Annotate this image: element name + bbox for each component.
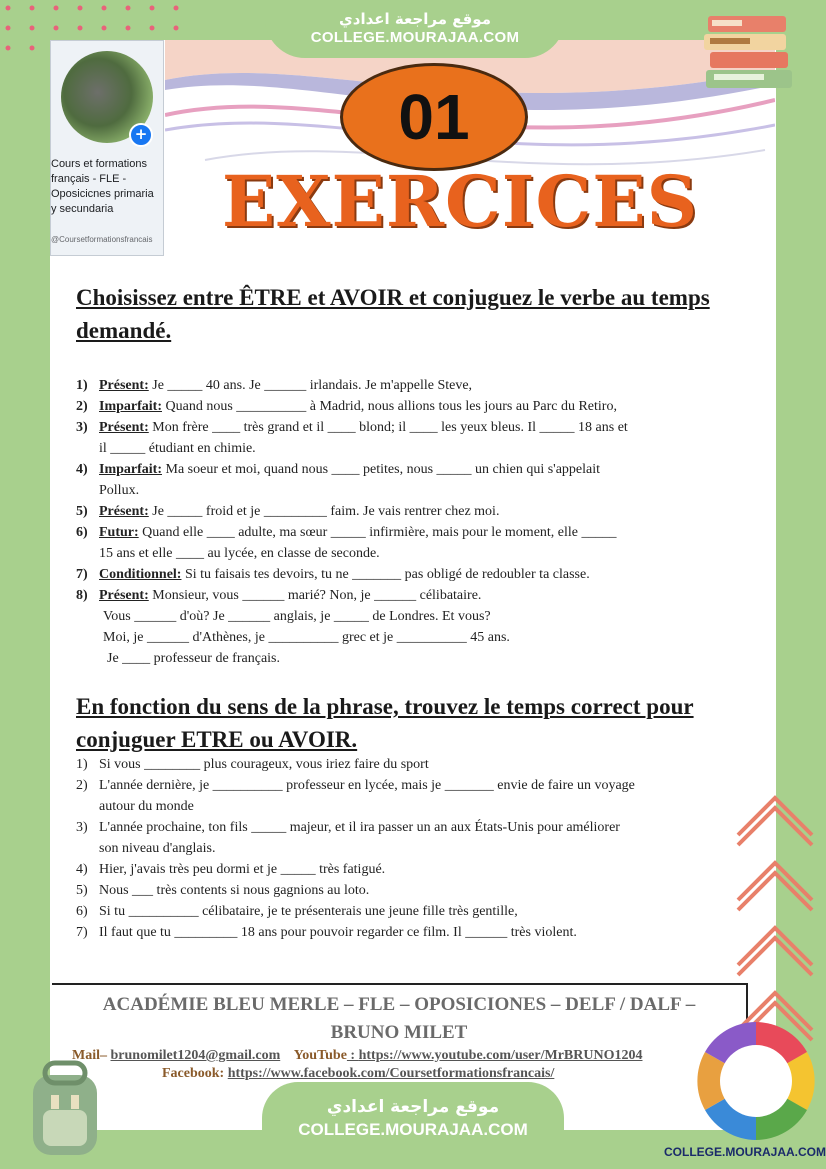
section1-list [76, 375, 728, 669]
banner-site-url[interactable]: COLLEGE.MOURAJAA.COM [298, 1120, 528, 1139]
footer-academy: ACADÉMIE BLEU MERLE – FLE – OPOSICIONES – DELF / DALF – [102, 994, 696, 1015]
chevron-up-icon [730, 790, 820, 1050]
list-item: 3) Présent: Mon frère ____ très grand et il ____ blond; il ____ les yeux bleus. Il _____ 18 ans et il _____ étudiant en chimie. [76, 420, 628, 456]
tense-label: Imparfait: [99, 399, 162, 414]
youtube-link[interactable]: https://www.youtube.com/user/MrBRUNO1204 [358, 1048, 643, 1063]
banner-site-url[interactable]: COLLEGE.MOURAJAA.COM [310, 29, 520, 46]
plus-icon[interactable]: + [129, 123, 153, 147]
bottom-site-banner[interactable] [262, 1082, 564, 1154]
banner-arabic-text: موقع مراجعة اعدادي [326, 1097, 500, 1117]
footer-author: BRUNO MILET [330, 1022, 468, 1043]
list-item: 3) L'année prochaine, ton fils _____ majeur, et il ira passer un an aux États-Unis pour améliorer son niveau d'anglais. [76, 820, 620, 856]
list-item: 6) Futur: Quand elle ____ adulte, ma sœur _____ infirmière, mais pour le moment, elle _____ 15 ans et elle ____ au lycée, en classe de seconde. [76, 525, 617, 561]
exercise-number-badge [340, 63, 528, 171]
exercise-number: 01 [398, 81, 470, 153]
list-item: 7) Conditionnel: Si tu faisais tes devoirs, tu ne _______ pas obligé de redoubler ta classe. [76, 567, 590, 582]
list-item: 8) Présent: Monsieur, vous ______ marié? Non, je ______ célibataire. Vous ______ d'où? Je ______ anglais, je _____ de Londres. Et vous? Moi, je ______ d'Athènes, je __________ grec et je __________ 45 ans. Je ____ professeur de français. [76, 588, 510, 666]
mail-link[interactable]: brunomilet1204@gmail.com [110, 1048, 281, 1063]
list-item: 5) Présent: Je _____ froid et je _________ faim. Je vais rentrer chez moi. [76, 504, 500, 519]
corner-site-label[interactable]: COLLEGE.MOURAJAA.COM [664, 1145, 826, 1159]
footer [52, 983, 748, 1089]
profile-card[interactable] [50, 40, 164, 256]
list-item: 1) Si vous ________ plus courageux, vous iriez faire du sport [76, 757, 429, 772]
list-item: 7) Il faut que tu _________ 18 ans pour pouvoir regarder ce film. Il ______ très violent. [76, 925, 577, 940]
profile-text: Cours et formations français - FLE - Oposicicnes primaria y secundaria [51, 158, 154, 215]
tense-label: Présent: [99, 504, 149, 519]
tense-label: Présent: [99, 588, 149, 603]
backpack-icon [15, 1055, 115, 1160]
section2-list [76, 754, 728, 943]
tense-label: Conditionnel: [99, 567, 182, 582]
tense-label: Présent: [99, 378, 149, 393]
list-item: 2) L'année dernière, je __________ professeur en lycée, mais je _______ envie de faire un voyage autour du monde [76, 778, 635, 814]
footer-facebook [162, 1065, 746, 1083]
list-item: 1) Présent: Je _____ 40 ans. Je ______ irlandais. Je m'appelle Steve, [76, 378, 473, 393]
books-icon [700, 12, 800, 97]
top-site-banner[interactable] [265, 0, 565, 58]
list-item: 4) Hier, j'avais très peu dormi et je _____ très fatigué. [76, 862, 386, 877]
section2-heading: En fonction du sens de la phrase, trouvez le temps correct pour conjuguer ETRE ou AVOIR. [76, 694, 694, 752]
facebook-label: Facebook: [162, 1066, 225, 1081]
list-item: 4) Imparfait: Ma soeur et moi, quand nous ____ petites, nous _____ un chien qui s'appelait Pollux. [76, 462, 601, 498]
tense-label: Présent: [99, 420, 149, 435]
list-item: 2) Imparfait: Quand nous __________ à Madrid, nous allions tous les jours au Parc du Retiro, [76, 399, 617, 414]
tense-label: Futur: [99, 525, 139, 540]
school-subjects-icon [695, 1020, 817, 1142]
youtube-label: YouTube [293, 1048, 347, 1063]
section1-heading: Choisissez entre ÊTRE et AVOIR et conjuguez le verbe au temps demandé. [76, 285, 710, 343]
mail-label: Mail [72, 1048, 100, 1063]
banner-arabic-text: موقع مراجعة اعدادي [339, 10, 491, 28]
page-title: EXERCICES [221, 160, 699, 243]
facebook-link[interactable]: https://www.facebook.com/Coursetformationsfrancais/ [227, 1066, 555, 1081]
list-item: 5) Nous ___ très contents si nous gagnions au loto. [76, 883, 370, 898]
footer-contacts: Mail– brunomilet1204@gmail.com YouTube : https://www.youtube.com/user/MrBRUNO1204 [72, 1048, 643, 1063]
list-item: 6) Si tu __________ célibataire, je te présenterais une jeune fille très gentille, [76, 904, 518, 919]
tense-label: Imparfait: [99, 462, 162, 477]
profile-handle: @Coursetformationsfrancais [51, 235, 153, 244]
